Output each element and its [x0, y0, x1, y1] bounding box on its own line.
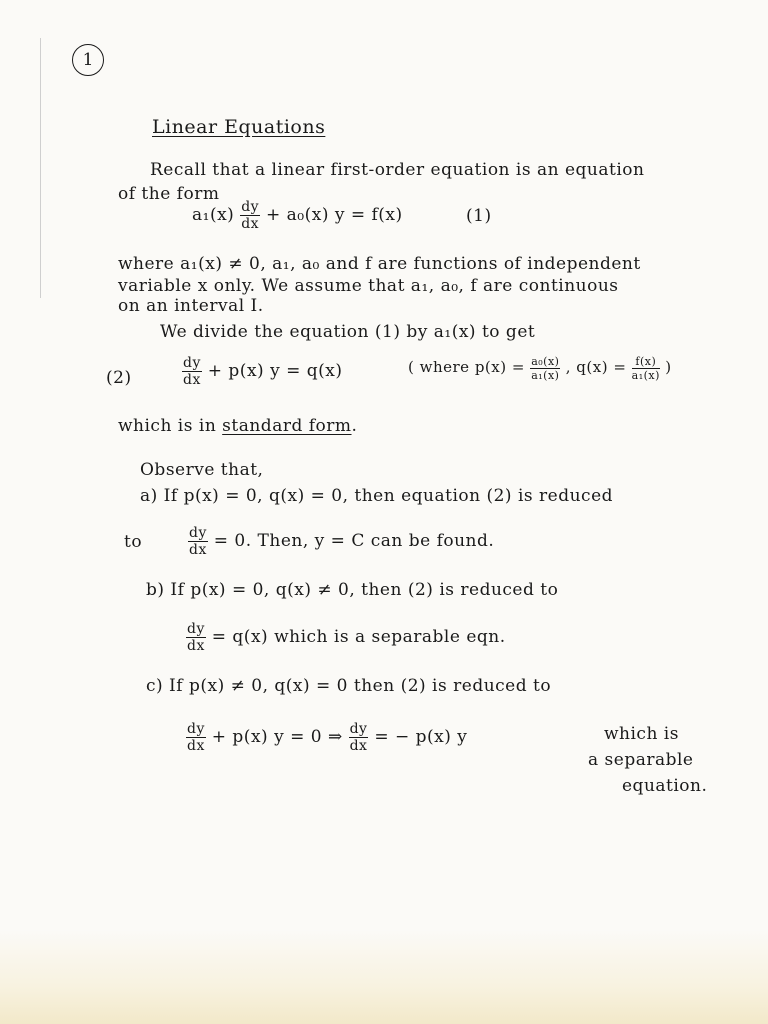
case-c-note-2: a separable — [588, 750, 694, 770]
eq1-den: dx — [241, 216, 260, 232]
case-b-derivative — [186, 622, 206, 653]
eq1-coefficient: a₁(x) — [192, 205, 235, 225]
case-c-den-2: dx — [349, 738, 368, 754]
case-a-rest: = 0. Then, y = C can be found. — [213, 531, 495, 551]
case-b-line-1: b) If p(x) = 0, q(x) ≠ 0, then (2) is reduced to — [146, 580, 559, 600]
standard-form-prefix: which is in — [118, 416, 217, 436]
p-num: a₀(x) — [531, 355, 560, 368]
divide-text: We divide the equation (1) by a₁(x) to get — [160, 322, 536, 342]
case-a-derivative — [188, 526, 208, 557]
eq2-num: dy — [183, 355, 201, 371]
q-den: a₁(x) — [631, 369, 660, 382]
eq2-derivative — [182, 356, 202, 387]
eq2-rest: + p(x) y = q(x) — [207, 361, 343, 381]
conditions-line-1: where a₁(x) ≠ 0, a₁, a₀ and f are functions of independent — [118, 254, 641, 274]
observe-text: Observe that, — [140, 460, 264, 480]
eq2-label: (2) — [106, 368, 132, 388]
case-c-equation — [186, 722, 467, 753]
case-a-den: dx — [189, 542, 207, 558]
conditions-line-3: on an interval I. — [118, 296, 264, 316]
case-c-rest: = − p(x) y — [374, 727, 468, 747]
case-a-equation — [188, 526, 494, 557]
case-c-note-3: equation. — [622, 776, 708, 796]
case-b-equation — [186, 622, 506, 653]
margin-line — [40, 38, 41, 298]
case-a-line-1: a) If p(x) = 0, q(x) = 0, then equation (2) is reduced — [140, 486, 614, 506]
p-fraction — [530, 356, 560, 381]
p-den: a₁(x) — [531, 369, 560, 382]
case-c-num: dy — [187, 721, 205, 737]
equation-1 — [192, 200, 403, 231]
q-fraction — [632, 356, 660, 381]
case-c-derivative-2 — [349, 722, 369, 753]
standard-form-line — [118, 416, 357, 436]
case-a-num: dy — [189, 525, 207, 541]
case-b-num: dy — [187, 621, 205, 637]
standard-form-term: standard form — [222, 416, 352, 436]
eq2-where — [408, 356, 672, 381]
case-c-den: dx — [187, 738, 205, 754]
standard-form-suffix: . — [351, 416, 358, 436]
eq2-q-text: , q(x) = — [565, 358, 627, 376]
case-b-rest: = q(x) which is a separable eqn. — [211, 627, 506, 647]
case-b-den: dx — [187, 638, 205, 654]
case-c-mid: + p(x) y = 0 ⇒ — [211, 727, 343, 747]
eq2-den: dx — [183, 372, 201, 388]
eq2-close: ) — [665, 358, 672, 376]
case-a-to: to — [124, 532, 143, 552]
eq1-num: dy — [241, 199, 260, 215]
case-c-line-1: c) If p(x) ≠ 0, q(x) = 0 then (2) is reduced to — [146, 676, 552, 696]
eq2-where-text: ( where p(x) = — [408, 358, 525, 376]
q-num: f(x) — [632, 356, 660, 369]
case-c-num-2: dy — [349, 721, 368, 737]
equation-2 — [182, 356, 342, 387]
intro-line-1: Recall that a linear first-order equation is an equation — [150, 160, 645, 180]
paper-stain — [0, 930, 768, 1024]
page-title: Linear Equations — [152, 116, 326, 138]
eq1-derivative — [240, 200, 260, 231]
conditions-line-2: variable x only. We assume that a₁, a₀, f are continuous — [118, 276, 619, 296]
intro-line-2: of the form — [118, 184, 220, 204]
case-c-note-1: which is — [604, 724, 679, 744]
eq1-label: (1) — [466, 206, 492, 226]
eq1-rest: + a₀(x) y = f(x) — [266, 205, 403, 225]
page-number-badge: 1 — [72, 44, 104, 76]
case-c-derivative — [186, 722, 206, 753]
